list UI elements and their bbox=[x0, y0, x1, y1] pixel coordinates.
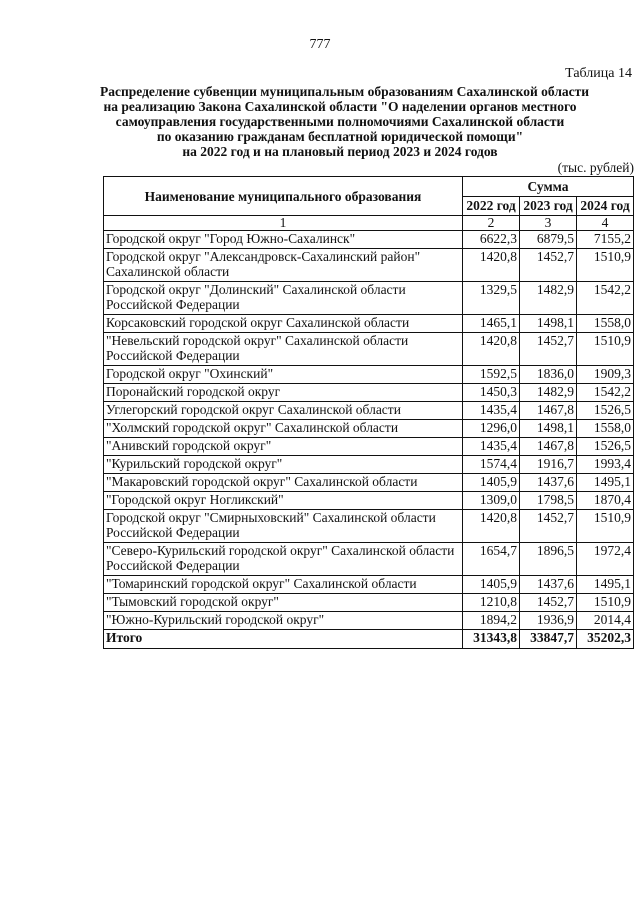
table-row bbox=[104, 456, 634, 474]
row-name: "Анивский городской округ" bbox=[104, 438, 463, 456]
row-value-2022: 1210,8 bbox=[463, 594, 520, 612]
row-value-2024: 2014,4 bbox=[577, 612, 634, 630]
row-value-2022: 1420,8 bbox=[463, 510, 520, 543]
row-value-2024: 1510,9 bbox=[577, 333, 634, 366]
row-value-2024: 1510,9 bbox=[577, 594, 634, 612]
row-value-2023: 1896,5 bbox=[520, 543, 577, 576]
row-value-2022: 1296,0 bbox=[463, 420, 520, 438]
row-value-2022: 1420,8 bbox=[463, 333, 520, 366]
table-row bbox=[104, 384, 634, 402]
row-value-2022: 1435,4 bbox=[463, 438, 520, 456]
table-row bbox=[104, 474, 634, 492]
row-name: Городской округ "Охинский" bbox=[104, 366, 463, 384]
row-value-2022: 1435,4 bbox=[463, 402, 520, 420]
row-name: "Холмский городской округ" Сахалинской области bbox=[104, 420, 463, 438]
column-number: 1 bbox=[104, 216, 463, 231]
row-name: "Томаринский городской округ" Сахалинской области bbox=[104, 576, 463, 594]
row-value-2024: 1495,1 bbox=[577, 474, 634, 492]
row-name: "Макаровский городской округ" Сахалинской области bbox=[104, 474, 463, 492]
table-row bbox=[104, 249, 634, 282]
table-label: Таблица 14 bbox=[565, 66, 632, 81]
row-name: Городской округ "Долинский" Сахалинской области Российской Федерации bbox=[104, 282, 463, 315]
row-name: Углегорский городской округ Сахалинской области bbox=[104, 402, 463, 420]
row-value-2022: 1450,3 bbox=[463, 384, 520, 402]
total-value-2024: 35202,3 bbox=[577, 630, 634, 649]
table-row bbox=[104, 282, 634, 315]
table-row bbox=[104, 366, 634, 384]
row-value-2024: 1510,9 bbox=[577, 510, 634, 543]
row-name: Городской округ "Александровск-Сахалинский район" Сахалинской области bbox=[104, 249, 463, 282]
row-value-2022: 6622,3 bbox=[463, 231, 520, 249]
row-value-2023: 1437,6 bbox=[520, 576, 577, 594]
row-value-2024: 1870,4 bbox=[577, 492, 634, 510]
row-name: "Северо-Курильский городской округ" Сахалинской области Российской Федерации bbox=[104, 543, 463, 576]
row-value-2024: 1526,5 bbox=[577, 438, 634, 456]
row-value-2024: 1542,2 bbox=[577, 282, 634, 315]
row-name: "Тымовский городской округ" bbox=[104, 594, 463, 612]
title-line: на 2022 год и на плановый период 2023 и 2024 годов bbox=[182, 144, 498, 159]
table-row bbox=[104, 420, 634, 438]
row-name: "Южно-Курильский городской округ" bbox=[104, 612, 463, 630]
column-number: 3 bbox=[520, 216, 577, 231]
row-value-2024: 7155,2 bbox=[577, 231, 634, 249]
subvention-table bbox=[103, 176, 634, 649]
row-value-2024: 1510,9 bbox=[577, 249, 634, 282]
units-label: (тыс. рублей) bbox=[557, 160, 634, 175]
row-name: "Курильский городской округ" bbox=[104, 456, 463, 474]
column-number: 4 bbox=[577, 216, 634, 231]
row-value-2023: 1798,5 bbox=[520, 492, 577, 510]
header-name: Наименование муниципального образования bbox=[104, 177, 463, 216]
row-value-2024: 1526,5 bbox=[577, 402, 634, 420]
row-value-2023: 1452,7 bbox=[520, 249, 577, 282]
table-body bbox=[104, 231, 634, 649]
total-label: Итого bbox=[104, 630, 463, 649]
row-name: Городской округ "Смирныховский" Сахалинской области Российской Федерации bbox=[104, 510, 463, 543]
row-value-2023: 1452,7 bbox=[520, 510, 577, 543]
title-line: Распределение субвенции муниципальным образованиям Сахалинской области bbox=[100, 84, 590, 99]
total-value-2022: 31343,8 bbox=[463, 630, 520, 649]
table-row bbox=[104, 333, 634, 366]
row-value-2023: 1936,9 bbox=[520, 612, 577, 630]
row-name: "Невельский городской округ" Сахалинской области Российской Федерации bbox=[104, 333, 463, 366]
row-value-2023: 1498,1 bbox=[520, 315, 577, 333]
row-value-2024: 1558,0 bbox=[577, 315, 634, 333]
header-sum: Сумма bbox=[463, 177, 634, 197]
row-name: "Городской округ Ногликский" bbox=[104, 492, 463, 510]
table-row bbox=[104, 231, 634, 249]
title-line: на реализацию Закона Сахалинской области "О наделении органов местного bbox=[103, 99, 577, 114]
header-year-2022: 2022 год bbox=[463, 196, 520, 216]
row-value-2023: 6879,5 bbox=[520, 231, 577, 249]
row-value-2023: 1482,9 bbox=[520, 282, 577, 315]
table-row bbox=[104, 594, 634, 612]
table-row bbox=[104, 576, 634, 594]
row-value-2022: 1329,5 bbox=[463, 282, 520, 315]
row-value-2022: 1405,9 bbox=[463, 576, 520, 594]
row-value-2023: 1452,7 bbox=[520, 594, 577, 612]
table-row bbox=[104, 612, 634, 630]
column-number: 2 bbox=[463, 216, 520, 231]
total-row bbox=[104, 630, 634, 649]
table-row bbox=[104, 402, 634, 420]
title-line: по оказанию гражданам бесплатной юридической помощи" bbox=[156, 129, 524, 144]
header-year-2024: 2024 год bbox=[577, 196, 634, 216]
row-value-2024: 1495,1 bbox=[577, 576, 634, 594]
row-value-2023: 1916,7 bbox=[520, 456, 577, 474]
table-row bbox=[104, 510, 634, 543]
row-value-2024: 1542,2 bbox=[577, 384, 634, 402]
row-value-2022: 1894,2 bbox=[463, 612, 520, 630]
row-value-2024: 1558,0 bbox=[577, 420, 634, 438]
total-value-2023: 33847,7 bbox=[520, 630, 577, 649]
row-value-2023: 1467,8 bbox=[520, 402, 577, 420]
row-name: Корсаковский городской округ Сахалинской области bbox=[104, 315, 463, 333]
row-name: Городской округ "Город Южно-Сахалинск" bbox=[104, 231, 463, 249]
row-value-2024: 1909,3 bbox=[577, 366, 634, 384]
row-value-2023: 1482,9 bbox=[520, 384, 577, 402]
row-value-2022: 1420,8 bbox=[463, 249, 520, 282]
document-title bbox=[100, 84, 590, 159]
row-name: Поронайский городской округ bbox=[104, 384, 463, 402]
row-value-2022: 1405,9 bbox=[463, 474, 520, 492]
row-value-2024: 1972,4 bbox=[577, 543, 634, 576]
row-value-2022: 1309,0 bbox=[463, 492, 520, 510]
row-value-2024: 1993,4 bbox=[577, 456, 634, 474]
table-row bbox=[104, 315, 634, 333]
row-value-2022: 1654,7 bbox=[463, 543, 520, 576]
header-year-2023: 2023 год bbox=[520, 196, 577, 216]
table-row bbox=[104, 438, 634, 456]
page-number: 777 bbox=[309, 37, 331, 52]
row-value-2023: 1437,6 bbox=[520, 474, 577, 492]
row-value-2022: 1465,1 bbox=[463, 315, 520, 333]
table-row bbox=[104, 543, 634, 576]
row-value-2023: 1498,1 bbox=[520, 420, 577, 438]
row-value-2023: 1452,7 bbox=[520, 333, 577, 366]
row-value-2023: 1467,8 bbox=[520, 438, 577, 456]
row-value-2022: 1574,4 bbox=[463, 456, 520, 474]
title-line: самоуправления государственными полномочиями Сахалинской области bbox=[115, 114, 565, 129]
table-row bbox=[104, 492, 634, 510]
row-value-2023: 1836,0 bbox=[520, 366, 577, 384]
row-value-2022: 1592,5 bbox=[463, 366, 520, 384]
